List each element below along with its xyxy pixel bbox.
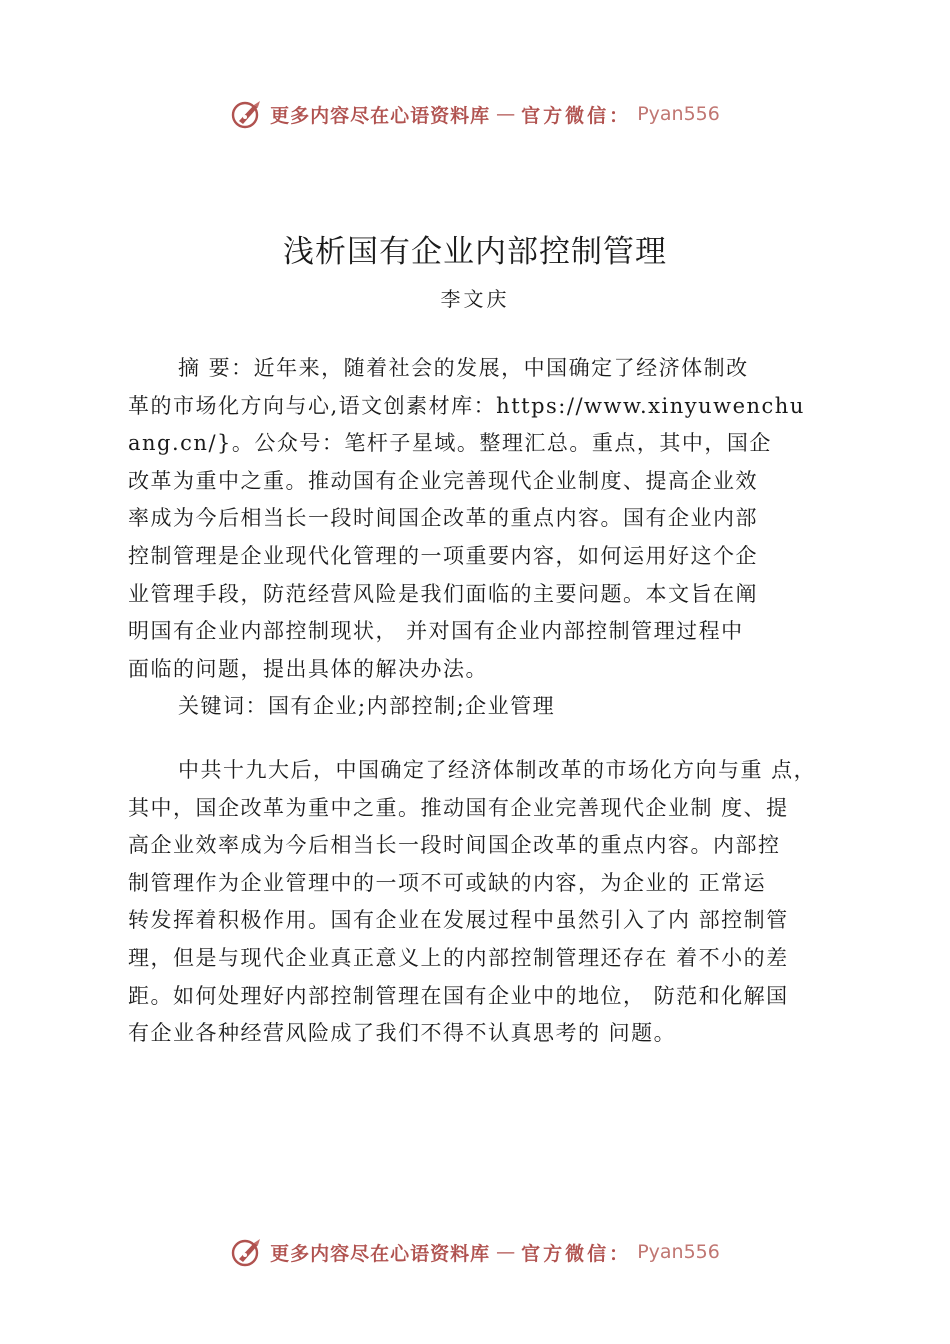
pen-nib-logo-icon (230, 1235, 264, 1269)
abstract-line: ang.cn/}。公众号：笔杆子星域。整理汇总。重点，其中，国企 (128, 431, 772, 456)
body-line: 其中，国企改革为重中之重。推动国有企业完善现代企业制 度、提 (128, 795, 789, 820)
header-banner (0, 94, 950, 134)
abstract-line: 控制管理是企业现代化管理的一项重要内容，如何运用好这个企 (128, 543, 758, 568)
abstract-line: 改革为重中之重。推动国有企业完善现代企业制度、提高企业效 (128, 468, 758, 493)
pen-nib-logo-icon (230, 97, 264, 131)
banner-separator: — (496, 103, 516, 125)
body-paragraph (128, 752, 858, 1053)
abstract-line: 明国有企业内部控制现状， 并对国有企业内部控制管理过程中 (128, 619, 744, 644)
abstract-line: 摘 要：近年来，随着社会的发展，中国确定了经济体制改 (178, 356, 749, 380)
keywords-line: 关键词：国有企业;内部控制;企业管理 (178, 694, 556, 719)
body-line: 制管理作为企业管理中的一项不可或缺的内容，为企业的 正常运 (128, 870, 767, 895)
document-author: 李文庆 (440, 287, 510, 311)
banner-separator: — (496, 1241, 516, 1263)
banner-official-label: 官方微信： (521, 1242, 632, 1265)
abstract-line: 业管理手段，防范经营风险是我们面临的主要问题。本文旨在阐 (128, 581, 758, 606)
body-line: 中共十九大后，中国确定了经济体制改革的市场化方向与重 点， (178, 758, 817, 782)
body-line: 有企业各种经营风险成了我们不得不认真思考的 问题。 (128, 1021, 677, 1046)
body-line: 距。如何处理好内部控制管理在国有企业中的地位， 防范和化解国 (128, 983, 789, 1008)
abstract-section (128, 350, 858, 726)
banner-brand-text: 更多内容尽在心语资料库 (270, 1242, 491, 1265)
body-line: 理，但是与现代企业真正意义上的内部控制管理还存在 着不小的差 (128, 945, 789, 970)
body-line: 转发挥着积极作用。国有企业在发展过程中虽然引入了内 部控制管 (128, 908, 789, 933)
banner-wechat-id: Pyan556 (637, 103, 720, 125)
banner-brand-text: 更多内容尽在心语资料库 (270, 104, 491, 127)
banner-official-label: 官方微信： (521, 104, 632, 127)
footer-banner (0, 1232, 950, 1272)
abstract-line: 率成为今后相当长一段时间国企改革的重点内容。国有企业内部 (128, 506, 758, 531)
abstract-line: 革的市场化方向与心,语文创素材库：https://www.xinyuwenchu (128, 393, 805, 418)
banner-wechat-id: Pyan556 (637, 1241, 720, 1263)
document-title: 浅析国有企业内部控制管理 (283, 234, 667, 270)
body-line: 高企业效率成为今后相当长一段时间国企改革的重点内容。内部控 (128, 833, 781, 858)
abstract-line: 面临的问题，提出具体的解决办法。 (128, 656, 488, 681)
